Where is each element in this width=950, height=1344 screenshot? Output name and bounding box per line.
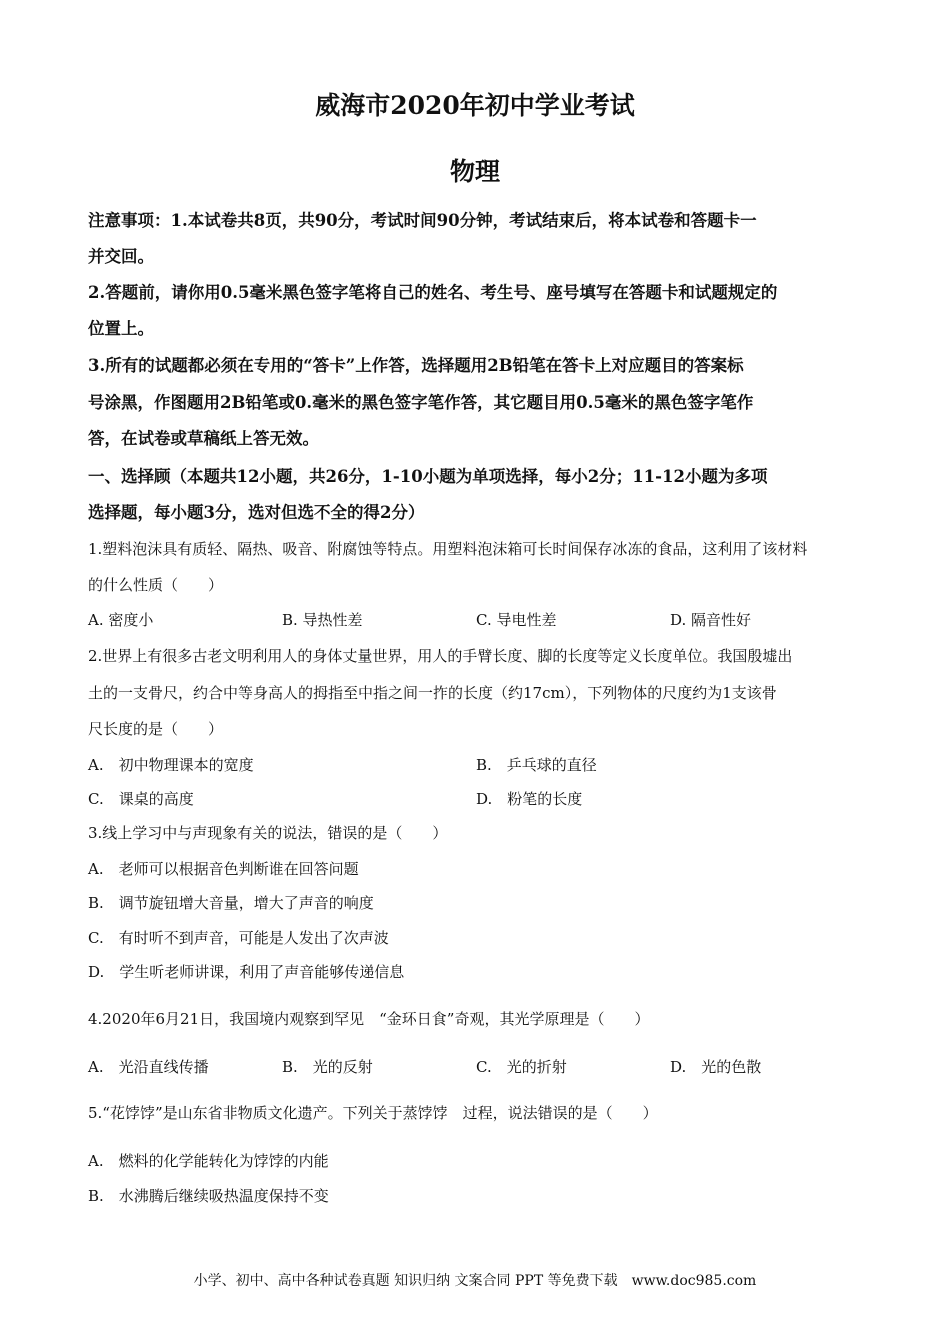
q2-option-b: B. 乒乓球的直径 xyxy=(476,756,597,774)
notes-line: 2.答题前，请你用0.5毫米黑色签字笔将自己的姓名、考生号、座号填写在答题卡和试题规定的 xyxy=(88,283,778,302)
section-heading: 一、选择顾（本题共12小题，共26分，1-10小题为单项选择，每小2分；11-12小题为多项 xyxy=(88,467,768,486)
question-3-text: 3.线上学习中与声现象有关的说法，错误的是（ ） xyxy=(88,824,448,842)
q3-option-d: D. 学生听老师讲课，利用了声音能够传递信息 xyxy=(88,963,405,981)
notes-line: 位置上。 xyxy=(88,319,154,338)
q2-option-c: C. 课桌的高度 xyxy=(88,790,194,808)
question-5-text: 5.“花饽饽”是山东省非物质文化遗产。下列关于蒸饽饽 过程，说法错误的是（ ） xyxy=(88,1104,658,1122)
q4-option-a: A. 光沿直线传播 xyxy=(88,1058,209,1076)
notes-line: 号涂黑，作图题用2B铅笔或0.毫米的黑色签字笔作答，其它题目用0.5毫米的黑色签字笔作 xyxy=(88,393,754,412)
q3-option-a: A. 老师可以根据音色判断谁在回答问题 xyxy=(88,860,359,878)
exam-subject: 物理 xyxy=(449,157,500,186)
q1-option-d: D. 隔音性好 xyxy=(670,611,752,629)
notes-line: 注意事项：1.本试卷共8页，共90分，考试时间90分钟，考试结束后，将本试卷和答题卡一 xyxy=(88,211,757,230)
q2-option-d: D. 粉笔的长度 xyxy=(476,790,583,808)
notes-line: 3.所有的试题都必须在专用的“答卡”上作答，选择题用2B铅笔在答卡上对应题目的答案标 xyxy=(88,356,744,375)
q1-option-a: A. 密度小 xyxy=(88,611,154,629)
question-2-text: 尺长度的是（ ） xyxy=(88,720,224,738)
notes-line: 答，在试卷或草稿纸上答无效。 xyxy=(88,429,319,448)
question-1-text: 1.塑料泡沫具有质轻、隔热、吸音、附腐蚀等特点。用塑料泡沫箱可长时间保存冰冻的食品，这利用了该材料 xyxy=(88,540,808,558)
question-1-text: 的什么性质（ ） xyxy=(88,576,224,594)
exam-title: 威海市2020年初中学业考试 xyxy=(315,91,635,120)
q2-option-a: A. 初中物理课本的宽度 xyxy=(88,756,254,774)
q3-option-b: B. 调节旋钮增大音量，增大了声音的响度 xyxy=(88,894,374,912)
question-2-text: 土的一支骨尺，约合中等身高人的拇指至中指之间一拃的长度（约17cm），下列物体的尺度约为1支该骨 xyxy=(88,684,777,702)
q1-option-c: C. 导电性差 xyxy=(476,611,557,629)
page-footer: 小学、初中、高中各种试卷真题 知识归纳 文案合同 PPT 等免费下载 www.doc985.com xyxy=(193,1273,757,1289)
q4-option-d: D. 光的色散 xyxy=(670,1058,762,1076)
question-2-text: 2.世界上有很多古老文明利用人的身体丈量世界，用人的手臂长度、脚的长度等定义长度单位。我国殷墟出 xyxy=(88,647,793,665)
q3-option-c: C. 有时听不到声音，可能是人发出了次声波 xyxy=(88,929,389,947)
q4-option-c: C. 光的折射 xyxy=(476,1058,567,1076)
q5-option-a: A. 燃料的化学能转化为饽饽的内能 xyxy=(88,1152,329,1170)
q5-option-b: B. 水沸腾后继续吸热温度保持不变 xyxy=(88,1187,329,1205)
q4-option-b: B. 光的反射 xyxy=(282,1058,373,1076)
notes-line: 并交回。 xyxy=(88,247,154,266)
q1-option-b: B. 导热性差 xyxy=(282,611,363,629)
section-heading: 选择题，每小题3分，选对但选不全的得2分） xyxy=(88,503,425,522)
question-4-text: 4.2020年6月21日，我国境内观察到罕见 “金环日食”奇观，其光学原理是（ ） xyxy=(88,1010,650,1028)
